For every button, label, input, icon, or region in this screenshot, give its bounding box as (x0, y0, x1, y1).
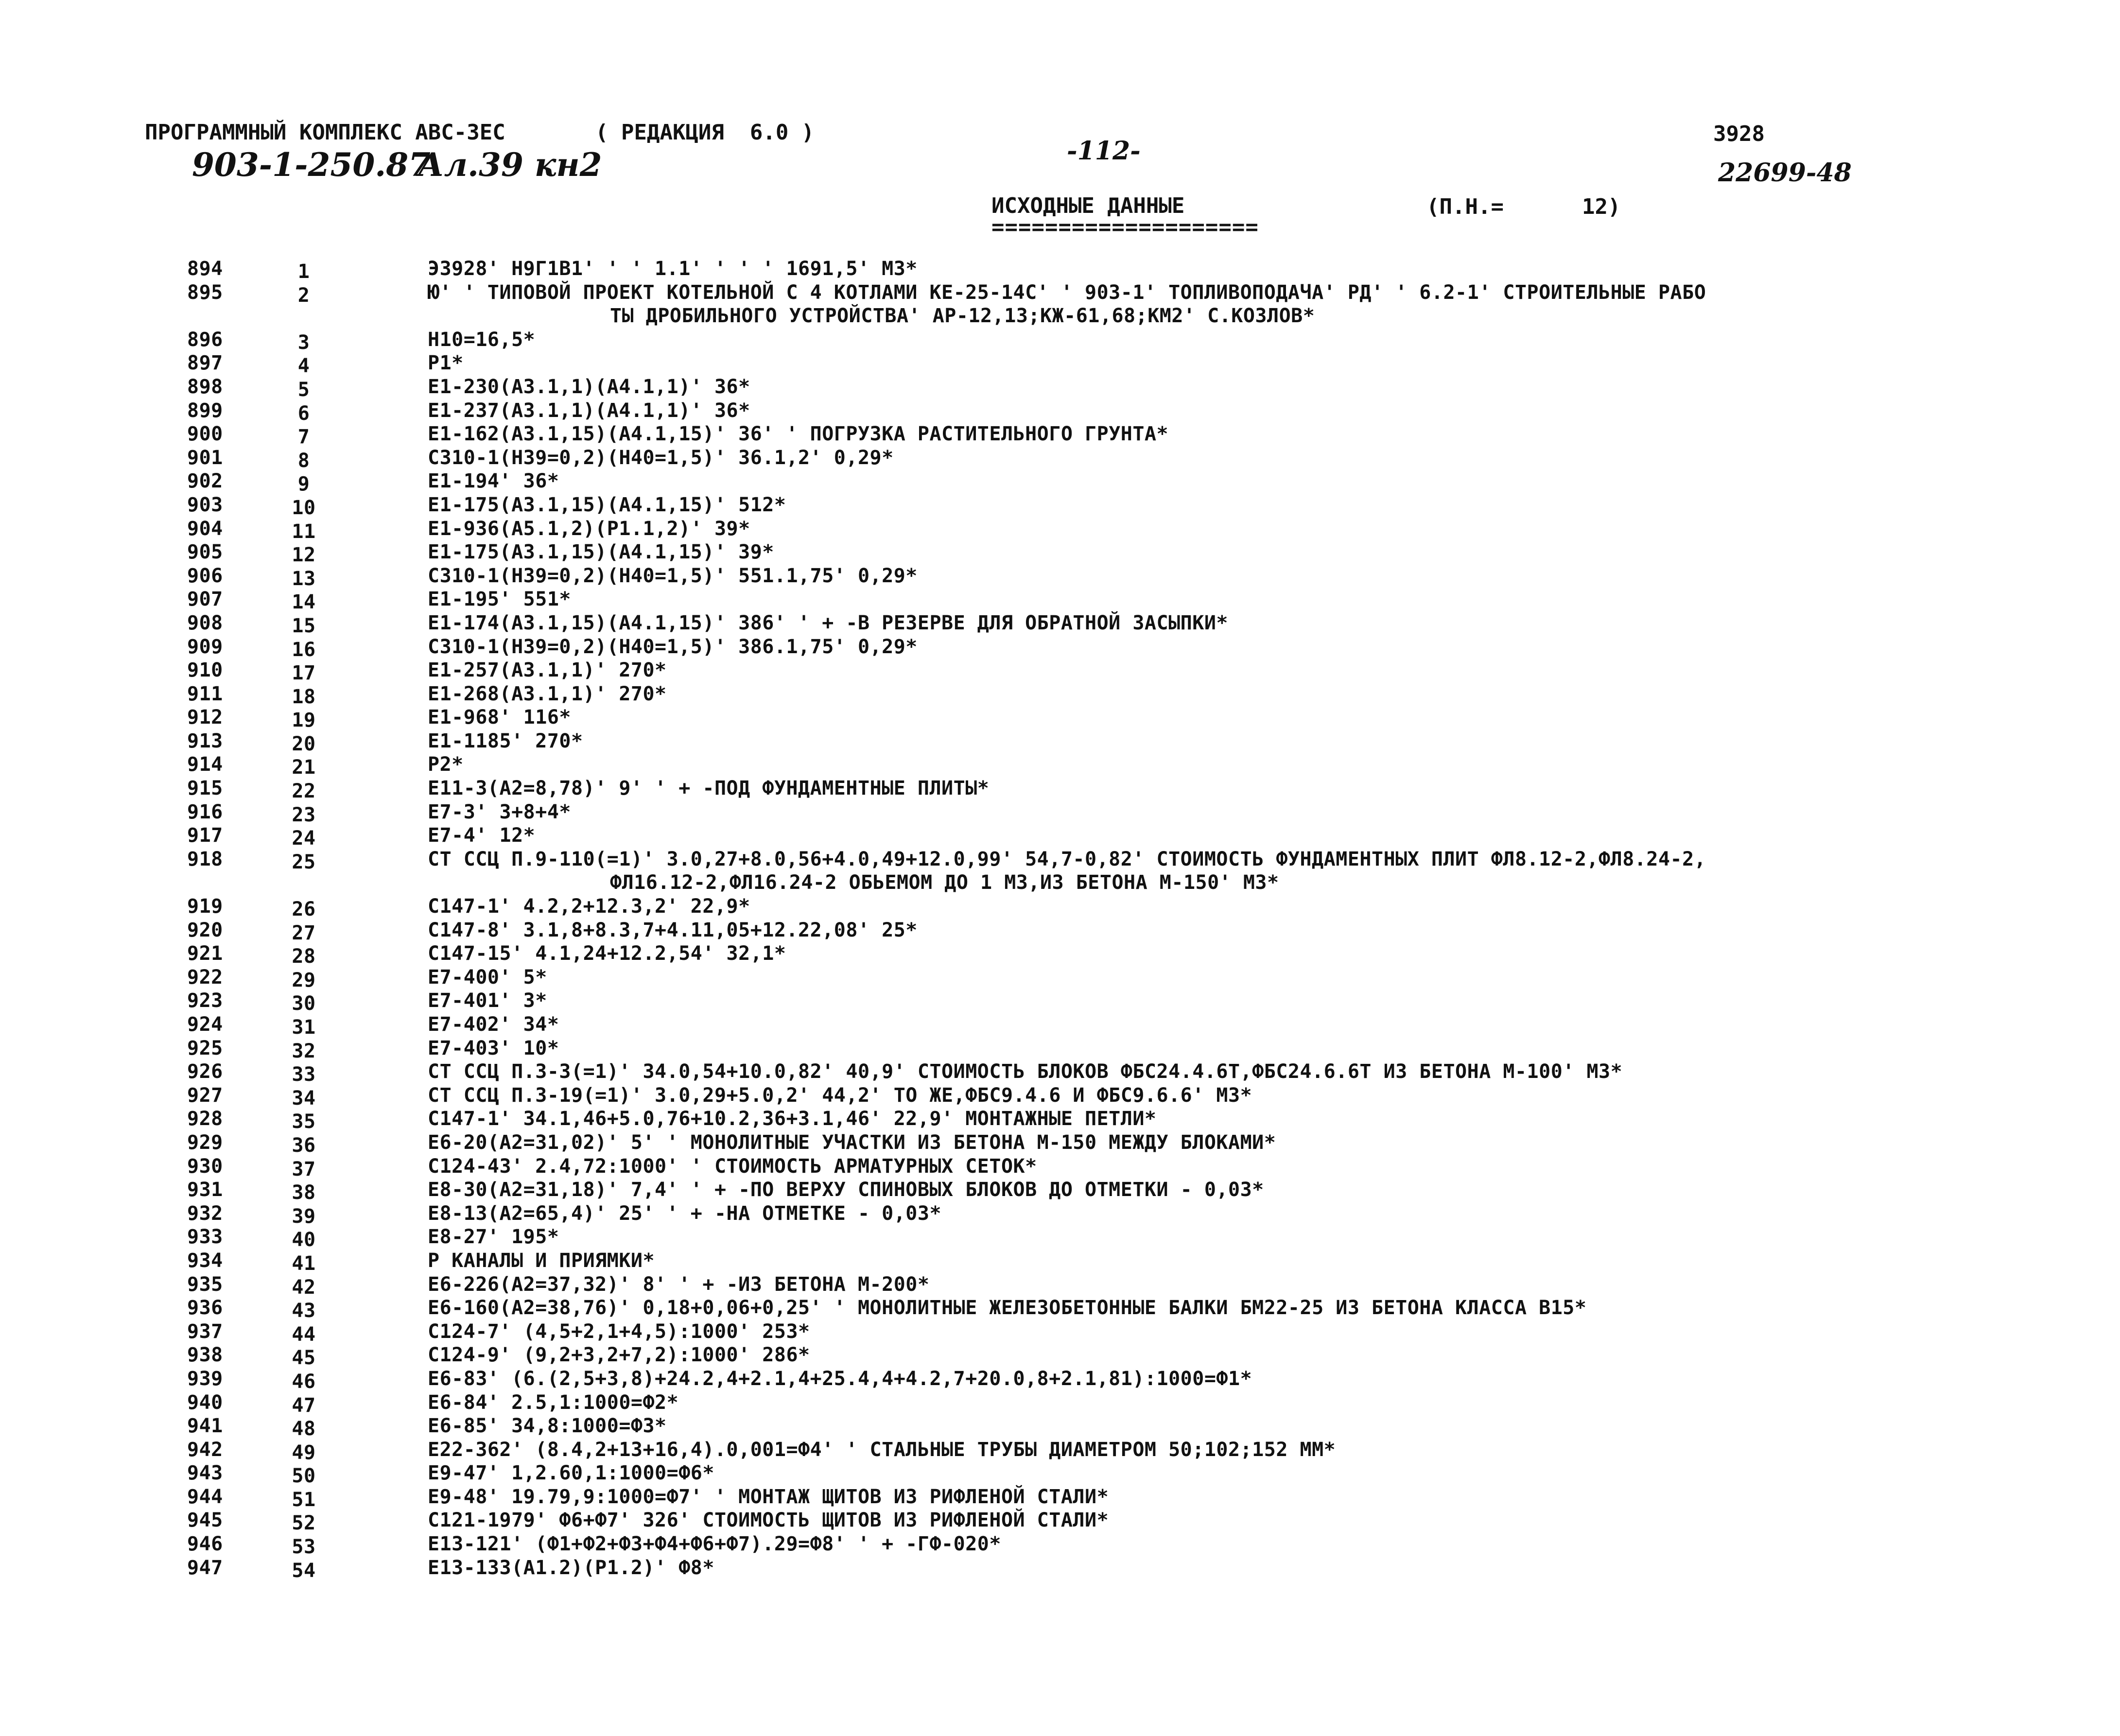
record-text: С147-1' 4.2,2+12.3,2' 22,9* (428, 895, 750, 918)
line-number: 936 (187, 1297, 223, 1319)
record-text: ТЫ ДРОБИЛЬНОГО УСТРОЙСТВА' АР-12,13;КЖ-61,68;КМ2' С.КОЗЛОВ* (610, 305, 1315, 328)
record-text: Е1-162(А3.1,15)(А4.1,15)' 36' ' ПОГРУЗКА РАСТИТЕЛЬНОГО ГРУНТА* (428, 423, 1169, 446)
line-number: 914 (187, 753, 223, 776)
line-number: 913 (187, 729, 223, 752)
section-title-underline: ==================== (991, 215, 1259, 240)
listing-row (0, 1273, 2120, 1297)
listing-row (0, 258, 2120, 281)
record-text: ФЛ16.12-2,ФЛ16.24-2 ОБЬЕМОМ ДО 1 М3,ИЗ БЕТОНА М-150' М3* (610, 871, 1279, 894)
record-text: Е1-936(А5.1,2)(Р1.1,2)' 39* (428, 517, 750, 540)
record-text: Е1-257(А3.1,1)' 270* (428, 659, 667, 682)
line-number: 904 (187, 517, 223, 540)
record-text: Е1-268(А3.1,1)' 270* (428, 682, 667, 705)
listing-row (0, 1037, 2120, 1061)
listing-row (0, 1391, 2120, 1415)
page-number: -112- (1067, 136, 1141, 166)
sequence-number: 34 (292, 1087, 316, 1110)
listing-row (0, 1179, 2120, 1202)
record-text: С124-9' (9,2+3,2+7,2):1000' 286* (428, 1344, 810, 1367)
listing-row (0, 659, 2120, 683)
sequence-number: 19 (292, 709, 316, 732)
record-text: Е7-3' 3+8+4* (428, 800, 571, 823)
line-number: 943 (187, 1462, 223, 1485)
sequence-number: 28 (292, 945, 316, 968)
listing-row (0, 919, 2120, 943)
listing-row (0, 636, 2120, 660)
sequence-number: 7 (297, 426, 310, 449)
listing-row (0, 777, 2120, 801)
sequence-number: 23 (292, 803, 316, 826)
listing-row (0, 1368, 2120, 1391)
sequence-number: 54 (292, 1559, 316, 1582)
listing-row (0, 683, 2120, 707)
listing-row (0, 990, 2120, 1013)
record-text: Е1-237(А3.1,1)(А4.1,1)' 36* (428, 399, 750, 422)
line-number: 945 (187, 1509, 223, 1532)
record-text: Е6-83' (6.(2,5+3,8)+24.2,4+2.1,4+25.4,4+4.2,7+20.0,8+2.1,81):1000=Ф1* (428, 1367, 1252, 1390)
listing-row (0, 1533, 2120, 1557)
record-text: Е7-400' 5* (428, 966, 547, 989)
record-text: Е1-230(А3.1,1)(А4.1,1)' 36* (428, 375, 750, 398)
record-text: Э3928' Н9Г1В1' ' ' 1.1' ' ' ' 1691,5' М3* (428, 258, 918, 280)
record-text: Е1-194' 36* (428, 470, 559, 493)
line-number: 897 (187, 352, 223, 375)
sequence-number: 35 (292, 1111, 316, 1133)
line-number: 922 (187, 966, 223, 989)
listing-row (0, 966, 2120, 990)
listing-row (0, 612, 2120, 636)
line-number: 926 (187, 1060, 223, 1083)
album-number-handwritten: Ал.39 кн2 (418, 146, 602, 184)
sequence-number: 44 (292, 1323, 316, 1346)
line-number: 924 (187, 1013, 223, 1036)
listing-row (0, 1439, 2120, 1462)
record-text: Е1-968' 116* (428, 706, 571, 729)
line-number: 919 (187, 895, 223, 918)
line-number: 944 (187, 1485, 223, 1508)
listing-row (0, 1084, 2120, 1108)
record-text: Е13-133(А1.2)(Р1.2)' Ф8* (428, 1556, 714, 1579)
line-number: 902 (187, 470, 223, 493)
line-number: 942 (187, 1438, 223, 1461)
sequence-number: 5 (297, 378, 310, 401)
listing-row (0, 447, 2120, 470)
sequence-number: 9 (297, 473, 310, 496)
line-number: 947 (187, 1556, 223, 1579)
sequence-number: 14 (292, 591, 316, 614)
line-number: 932 (187, 1202, 223, 1225)
listing-row (0, 399, 2120, 423)
listing-row (0, 1344, 2120, 1368)
sequence-number: 33 (292, 1063, 316, 1086)
listing-row (0, 1297, 2120, 1320)
line-number: 908 (187, 611, 223, 634)
listing-row (0, 1509, 2120, 1533)
record-text: С124-43' 2.4,72:1000' ' СТОИМОСТЬ АРМАТУРНЫХ СЕТОК* (428, 1155, 1037, 1178)
record-text: Е7-401' 3* (428, 990, 547, 1012)
sequence-number: 26 (292, 898, 316, 921)
sequence-number: 37 (292, 1158, 316, 1180)
sequence-number: 53 (292, 1536, 316, 1559)
record-text: Е22-362' (8.4,2+13+16,4).0,001=Ф4' ' СТАЛЬНЫЕ ТРУБЫ ДИАМЕТРОМ 50;102;152 ММ* (428, 1438, 1336, 1461)
registration-number-handwritten: 22699-48 (1718, 158, 1852, 188)
sequence-number: 45 (292, 1347, 316, 1370)
listing-row (0, 730, 2120, 754)
record-text: Е9-47' 1,2.60,1:1000=Ф6* (428, 1462, 714, 1485)
sequence-number: 20 (292, 732, 316, 755)
listing-row (0, 376, 2120, 399)
sequence-number: 50 (292, 1465, 316, 1488)
record-text: Е7-402' 34* (428, 1013, 559, 1036)
sequence-number: 4 (297, 355, 310, 378)
record-text: СТ ССЦ П.3-19(=1)' 3.0,29+5.0,2' 44,2' ТО ЖЕ,ФБС9.4.6 И ФБС9.6.6' М3* (428, 1084, 1252, 1107)
record-text: Е11-3(А2=8,78)' 9' ' + -ПОД ФУНДАМЕНТНЫЕ ПЛИТЫ* (428, 777, 990, 800)
listing-row (0, 848, 2120, 872)
listing-row (0, 895, 2120, 919)
sequence-number: 36 (292, 1134, 316, 1157)
record-text: Е8-30(А2=31,18)' 7,4' ' + -ПО ВЕРХУ СПИНОВЫХ БЛОКОВ ДО ОТМЕТКИ - 0,03* (428, 1179, 1264, 1201)
sequence-number: 16 (292, 638, 316, 661)
record-text: Е6-85' 34,8:1000=Ф3* (428, 1415, 667, 1438)
record-text: С310-1(Н39=0,2)(Н40=1,5)' 551.1,75' 0,29* (428, 564, 918, 587)
record-text: Е1-1185' 270* (428, 729, 583, 752)
sequence-number: 6 (297, 402, 310, 425)
listing-row (0, 1060, 2120, 1084)
line-number: 915 (187, 777, 223, 800)
listing-row (0, 329, 2120, 352)
sequence-number: 42 (292, 1276, 316, 1299)
listing-row (0, 588, 2120, 612)
line-number: 923 (187, 990, 223, 1012)
listing-row (0, 706, 2120, 730)
line-number: 927 (187, 1084, 223, 1107)
record-text: Е1-175(А3.1,15)(А4.1,15)' 39* (428, 541, 774, 564)
sequence-number: 18 (292, 685, 316, 708)
sequence-number: 39 (292, 1205, 316, 1228)
listing-row (0, 423, 2120, 447)
line-number: 901 (187, 446, 223, 469)
program-name: ПРОГРАММНЫЙ КОМПЛЕКС АВС-ЗЕС (145, 120, 505, 145)
record-text: Е7-403' 10* (428, 1037, 559, 1059)
record-text: С147-8' 3.1,8+8.3,7+4.11,05+12.22,08' 25* (428, 919, 918, 941)
listing-row (0, 1226, 2120, 1250)
record-text: С124-7' (4,5+2,1+4,5):1000' 253* (428, 1320, 810, 1343)
record-text: Р КАНАЛЫ И ПРИЯМКИ* (428, 1249, 655, 1272)
listing-row (0, 352, 2120, 376)
sequence-number: 22 (292, 780, 316, 803)
sequence-number: 41 (292, 1252, 316, 1275)
line-number: 937 (187, 1320, 223, 1343)
section-title: ИСХОДНЫЕ ДАННЫЕ (991, 193, 1185, 218)
line-number: 935 (187, 1273, 223, 1296)
line-number: 907 (187, 588, 223, 611)
data-listing (0, 258, 2120, 1580)
sequence-number: 11 (292, 520, 316, 543)
line-number: 911 (187, 682, 223, 705)
line-number: 906 (187, 564, 223, 587)
sequence-number: 15 (292, 614, 316, 637)
listing-row (0, 518, 2120, 541)
sequence-number: 13 (292, 567, 316, 590)
record-text: Е9-48' 19.79,9:1000=Ф7' ' МОНТАЖ ЩИТОВ ИЗ РИФЛЕНОЙ СТАЛИ* (428, 1485, 1109, 1508)
line-number: 916 (187, 800, 223, 823)
sequence-number: 49 (292, 1441, 316, 1464)
project-number-handwritten: 903-1-250.87 (192, 146, 431, 184)
listing-row (0, 541, 2120, 565)
sequence-number: 8 (297, 449, 310, 472)
listing-row (0, 801, 2120, 825)
record-text: С147-1' 34.1,46+5.0,76+10.2,36+3.1,46' 22,9' МОНТАЖНЫЕ ПЕТЛИ* (428, 1108, 1157, 1130)
listing-row (0, 1131, 2120, 1155)
listing-row-continuation (0, 305, 2120, 329)
line-number: 920 (187, 919, 223, 941)
sequence-number: 48 (292, 1418, 316, 1441)
line-number: 940 (187, 1391, 223, 1414)
page-label: (П.Н.= (1426, 194, 1504, 219)
sequence-number: 25 (292, 851, 316, 873)
listing-row (0, 1202, 2120, 1226)
sequence-number: 12 (292, 544, 316, 567)
record-text: Е6-226(А2=37,32)' 8' ' + -ИЗ БЕТОНА М-200* (428, 1273, 930, 1296)
line-number: 903 (187, 493, 223, 516)
listing-row (0, 1320, 2120, 1344)
line-number: 912 (187, 706, 223, 729)
line-number: 946 (187, 1533, 223, 1556)
line-number: 894 (187, 258, 223, 280)
record-text: С310-1(Н39=0,2)(Н40=1,5)' 36.1,2' 0,29* (428, 446, 894, 469)
line-number: 939 (187, 1367, 223, 1390)
line-number: 900 (187, 423, 223, 446)
line-number: 910 (187, 659, 223, 682)
line-number: 933 (187, 1226, 223, 1249)
listing-row (0, 1013, 2120, 1037)
sequence-number: 24 (292, 827, 316, 850)
record-text: Е6-84' 2.5,1:1000=Ф2* (428, 1391, 679, 1414)
line-number: 928 (187, 1108, 223, 1130)
listing-row (0, 470, 2120, 494)
line-number: 938 (187, 1344, 223, 1367)
record-text: Е6-20(А2=31,02)' 5' ' МОНОЛИТНЫЕ УЧАСТКИ ИЗ БЕТОНА М-150 МЕЖДУ БЛОКАМИ* (428, 1131, 1276, 1154)
record-text: СТ ССЦ П.9-110(=1)' 3.0,27+8.0,56+4.0,49+12.0,99' 54,7-0,82' СТОИМОСТЬ ФУНДАМЕНТНЫХ ПЛИТ ФЛ8.12-2,ФЛ8.24-2, (428, 848, 1706, 870)
line-number: 905 (187, 541, 223, 564)
listing-row-continuation (0, 871, 2120, 895)
line-number: 930 (187, 1155, 223, 1178)
record-text: Н10=16,5* (428, 328, 536, 351)
sequence-number: 3 (297, 331, 310, 354)
record-text: Е1-175(А3.1,15)(А4.1,15)' 512* (428, 493, 786, 516)
line-number: 941 (187, 1415, 223, 1438)
record-text: Р2* (428, 753, 464, 776)
sequence-number: 21 (292, 756, 316, 779)
listing-row (0, 1108, 2120, 1131)
listing-row (0, 753, 2120, 777)
record-text: С147-15' 4.1,24+12.2,54' 32,1* (428, 942, 786, 965)
listing-row (0, 565, 2120, 589)
record-text: Ю' ' ТИПОВОЙ ПРОЕКТ КОТЕЛЬНОЙ С 4 КОТЛАМИ КЕ-25-14С' ' 903-1' ТОПЛИВОПОДАЧА' РД' ' 6.2-1' СТРОИТЕЛЬНЫЕ РАБО (428, 281, 1706, 304)
listing-row (0, 1155, 2120, 1179)
sequence-number: 52 (292, 1512, 316, 1535)
line-number: 918 (187, 848, 223, 870)
page-value: 12) (1582, 194, 1621, 219)
record-text: Е13-121' (Ф1+Ф2+Ф3+Ф4+Ф6+Ф7).29=Ф8' ' + -ГФ-020* (428, 1533, 1001, 1556)
listing-row (0, 1557, 2120, 1580)
record-text: СТ ССЦ П.3-3(=1)' 34.0,54+10.0,82' 40,9' СТОИМОСТЬ БЛОКОВ ФБС24.4.6Т,ФБС24.6.6Т ИЗ БЕТОНА М-100' М3* (428, 1060, 1623, 1083)
listing-row (0, 942, 2120, 966)
line-number: 931 (187, 1179, 223, 1201)
record-text: Е7-4' 12* (428, 824, 536, 847)
sequence-number: 30 (292, 992, 316, 1015)
line-number: 925 (187, 1037, 223, 1059)
document-id: 3928 (1713, 122, 1765, 146)
line-number: 898 (187, 375, 223, 398)
listing-row (0, 1486, 2120, 1510)
record-text: Е6-160(А2=38,76)' 0,18+0,06+0,25' ' МОНОЛИТНЫЕ ЖЕЛЕЗОБЕТОННЫЕ БАЛКИ БМ22-25 ИЗ БЕТОНА КЛАССА В15* (428, 1297, 1587, 1319)
sequence-number: 27 (292, 921, 316, 944)
sequence-number: 31 (292, 1016, 316, 1039)
listing-row (0, 281, 2120, 305)
line-number: 934 (187, 1249, 223, 1272)
sequence-number: 10 (292, 496, 316, 519)
sequence-number: 1 (297, 260, 310, 283)
record-text: Р1* (428, 352, 464, 375)
sequence-number: 38 (292, 1181, 316, 1204)
edition-label: ( РЕДАКЦИЯ 6.0 ) (595, 120, 815, 145)
record-text: Е1-174(А3.1,15)(А4.1,15)' 386' ' + -В РЕЗЕРВЕ ДЛЯ ОБРАТНОЙ ЗАСЫПКИ* (428, 611, 1228, 634)
sequence-number: 51 (292, 1488, 316, 1511)
line-number: 899 (187, 399, 223, 422)
record-text: С310-1(Н39=0,2)(Н40=1,5)' 386.1,75' 0,29* (428, 635, 918, 658)
listing-row (0, 1415, 2120, 1439)
record-text: Е8-27' 195* (428, 1226, 559, 1249)
listing-row (0, 494, 2120, 518)
listing-row (0, 1250, 2120, 1273)
line-number: 896 (187, 328, 223, 351)
sequence-number: 46 (292, 1370, 316, 1393)
listing-row (0, 824, 2120, 848)
listing-row (0, 1462, 2120, 1486)
line-number: 895 (187, 281, 223, 304)
record-text: С121-1979' Ф6+Ф7' 326' СТОИМОСТЬ ЩИТОВ ИЗ РИФЛЕНОЙ СТАЛИ* (428, 1509, 1109, 1532)
line-number: 929 (187, 1131, 223, 1154)
sequence-number: 40 (292, 1229, 316, 1251)
line-number: 921 (187, 942, 223, 965)
sequence-number: 2 (297, 284, 310, 307)
record-text: Е8-13(А2=65,4)' 25' ' + -НА ОТМЕТКЕ - 0,03* (428, 1202, 942, 1225)
line-number: 909 (187, 635, 223, 658)
sequence-number: 47 (292, 1394, 316, 1417)
sequence-number: 29 (292, 969, 316, 991)
record-text: Е1-195' 551* (428, 588, 571, 611)
sequence-number: 43 (292, 1300, 316, 1322)
sequence-number: 17 (292, 662, 316, 685)
sequence-number: 32 (292, 1040, 316, 1062)
line-number: 917 (187, 824, 223, 847)
